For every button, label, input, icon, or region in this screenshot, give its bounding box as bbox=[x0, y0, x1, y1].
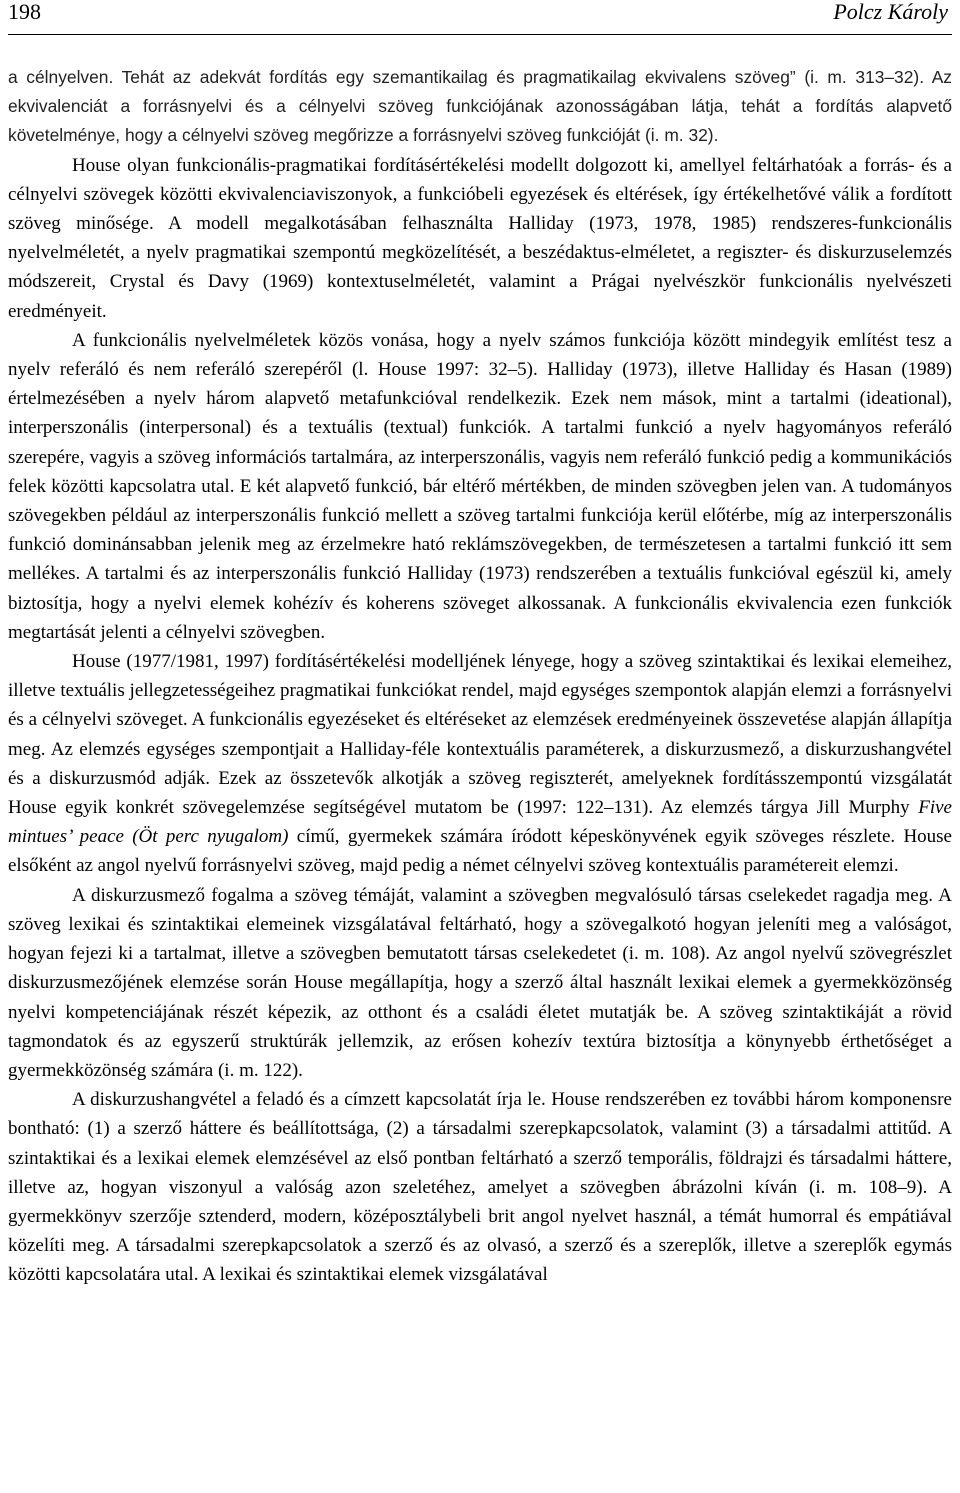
body-text bbox=[8, 63, 952, 1290]
running-head: Polcz Károly bbox=[833, 0, 948, 24]
book-title: Five mintues’ peace (Öt perc nyugalom) bbox=[8, 797, 952, 848]
paragraph-house-model: House olyan funkcionális-pragmatikai fordításértékelési modellt dolgozott ki, amellyel feltárhatóak a forrás- és a célnyelvi szövegek közötti ekvivalenciaviszonyok, a funkcióbeli egyezések és eltérések, így értékelhetővé válik a fordított szöveg minősége. A modell megalkotásában felhasználta Halliday (1973, 1978, 1985) rendszeres-funkcionális nyelvelméletét, a nyelv pragmatikai szempontú megközelítését, a beszédaktus-elméletet, a regiszter- és diskurzuselemzés módszereit, Crystal és Davy (1969) kontextuselméletét, valamint a Prágai nyelvészkör funkcionális nyelvészeti eredményeit. bbox=[8, 154, 952, 322]
page-header bbox=[8, 0, 952, 35]
intro-paragraph: a célnyelven. Tehát az adekvát fordítás egy szemantikailag és pragmatikailag ekvivalens szöveg” (i. m. 313–32). Az ekvivalenciát a forrásnyelvi és a célnyelvi szöveg funkciójának azonosságában látja, tehát a fordítás alapvető követelménye, hogy a célnyelvi szöveg megőrizze a forrásnyelvi szöveg funkcióját (i. m. 32). bbox=[8, 67, 952, 146]
paragraph-discourse-field: A diskurzusmező fogalma a szöveg témáját, valamint a szövegben megvalósuló társas cselekedet ragadja meg. A szöveg lexikai és szintaktikai elemeinek vizsgálatával feltárható, hogy a szövegalkotó hogyan jeleníti meg a valóságot, hogyan fejezi ki a tartalmat, illetve a szövegben bemutatott társas cselekedetet (i. m. 108). Az angol nyelvű szövegrészlet diskurzusmezőjének elemzése során House megállapítja, hogy a szerző által használt lexikai elemek a gyermekközönség nyelvi kompetenciájának részét képezik, az otthont és a családi életet mutatják be. A szöveg szintaktikáját a rövid tagmondatok és az egyszerű struktúrák jellemzik, az erősen kohezív textúra biztosítja a könynyebb érthetőséget a gyermekközönség számára (i. m. 122). bbox=[8, 884, 952, 1081]
paragraph-text: House (1977/1981, 1997) fordításértékelési modelljének lényege, hogy a szöveg szintaktikai és lexikai elemeihez, illetve textuális jellegzetességeihez pragmatikai funkciókat rendel, majd egységes szempontok alapján elemzi a forrásnyelvi és a célnyelvi szöveget. A funkcionális egyezéseket és eltéréseket az elemzések eredményeinek összevetése alapján állapítja meg. Az elemzés egységes szempontjait a Halliday-féle kontextuális paraméterek, a diskurzusmező, a diskurzushangvétel és a diskurzusmód adják. Ezek az összetevők alkotják a szöveg regiszterét, amelyeknek fordításszempontú vizsgálatát House egyik konkrét szövegelemzése segítségével mutatom be (1997: 122–131). Az elemzés tárgya Jill Murphy bbox=[8, 651, 952, 819]
paragraph-text: című, gyermekek számára íródott képeskönyvének egyik szöveges részlete. House elsőként az angol nyelvű forrásnyelvi szöveg, majd pedig a német célnyelvi szöveg kontextuális paramétereit elemzi. bbox=[8, 826, 952, 877]
page-number: 198 bbox=[8, 0, 41, 24]
page bbox=[8, 0, 952, 1290]
paragraph-functional-theories: A funkcionális nyelvelméletek közös vonása, hogy a nyelv számos funkciója között mindegyik említést tesz a nyelv referáló és nem referáló szerepéről (l. House 1997: 32–5). Halliday (1973), illetve Halliday és Hasan (1989) értelmezésében a nyelv három alapvető metafunkcióval rendelkezik. Ezek nem mások, mint a tartalmi (ideational), interperszonális (interpersonal) és a textuális (textual) funkciók. A tartalmi funkció a nyelv hagyományos referáló szerepére, vagyis a szöveg információs tartalmára, az interperszonális, vagyis nem referáló funkció pedig a kommunikációs felek közötti kapcsolatra utal. E két alapvető funkció, bár eltérő mértékben, de minden szövegben jelen van. A tudományos szövegekben például az interperszonális funkció mellett a szöveg tartalmi funkciója kerül előtérbe, míg az interperszonális funkció dominánsabban jelenik meg az érzelmekre ható reklámszövegekben, de természetesen a tartalmi funkció itt sem mellékes. A tartalmi és az interperszonális funkció Halliday (1973) rendszerében a textuális funkcióval egészül ki, amely biztosítja, hogy a nyelvi elemek kohézív és koherens szöveget alkossanak. A funkcionális ekvivalencia ezen funkciók megtartását jelenti a célnyelvi szövegben. bbox=[8, 329, 952, 643]
paragraph-discourse-tenor: A diskurzushangvétel a feladó és a címzett kapcsolatát írja le. House rendszerében ez további három komponensre bontható: (1) a szerző háttere és beállítottsága, (2) a társadalmi szerepkapcsolatok, valamint (3) a társadalmi attitűd. A szintaktikai és a lexikai elemek elemzésével az első pontban feltárható a szerző temporális, földrajzi és társadalmi háttere, illetve az, hogyan viszonyul a valóság azon szeletéhez, amelyet a szövegben ábrázolni kíván (i. m. 108–9). A gyermekkönyv szerzője sztenderd, modern, középosztálybeli brit angol nyelvet használ, a témát humorral és empátiával közelíti meg. A társadalmi szerepkapcsolatok a szerző és az olvasó, a szerző és a szereplők, illetve a szereplők egymás közötti kapcsolatára utal. A lexikai és szintaktikai elemek vizsgálatával bbox=[8, 1089, 952, 1286]
paragraph-house-essence bbox=[8, 647, 952, 881]
